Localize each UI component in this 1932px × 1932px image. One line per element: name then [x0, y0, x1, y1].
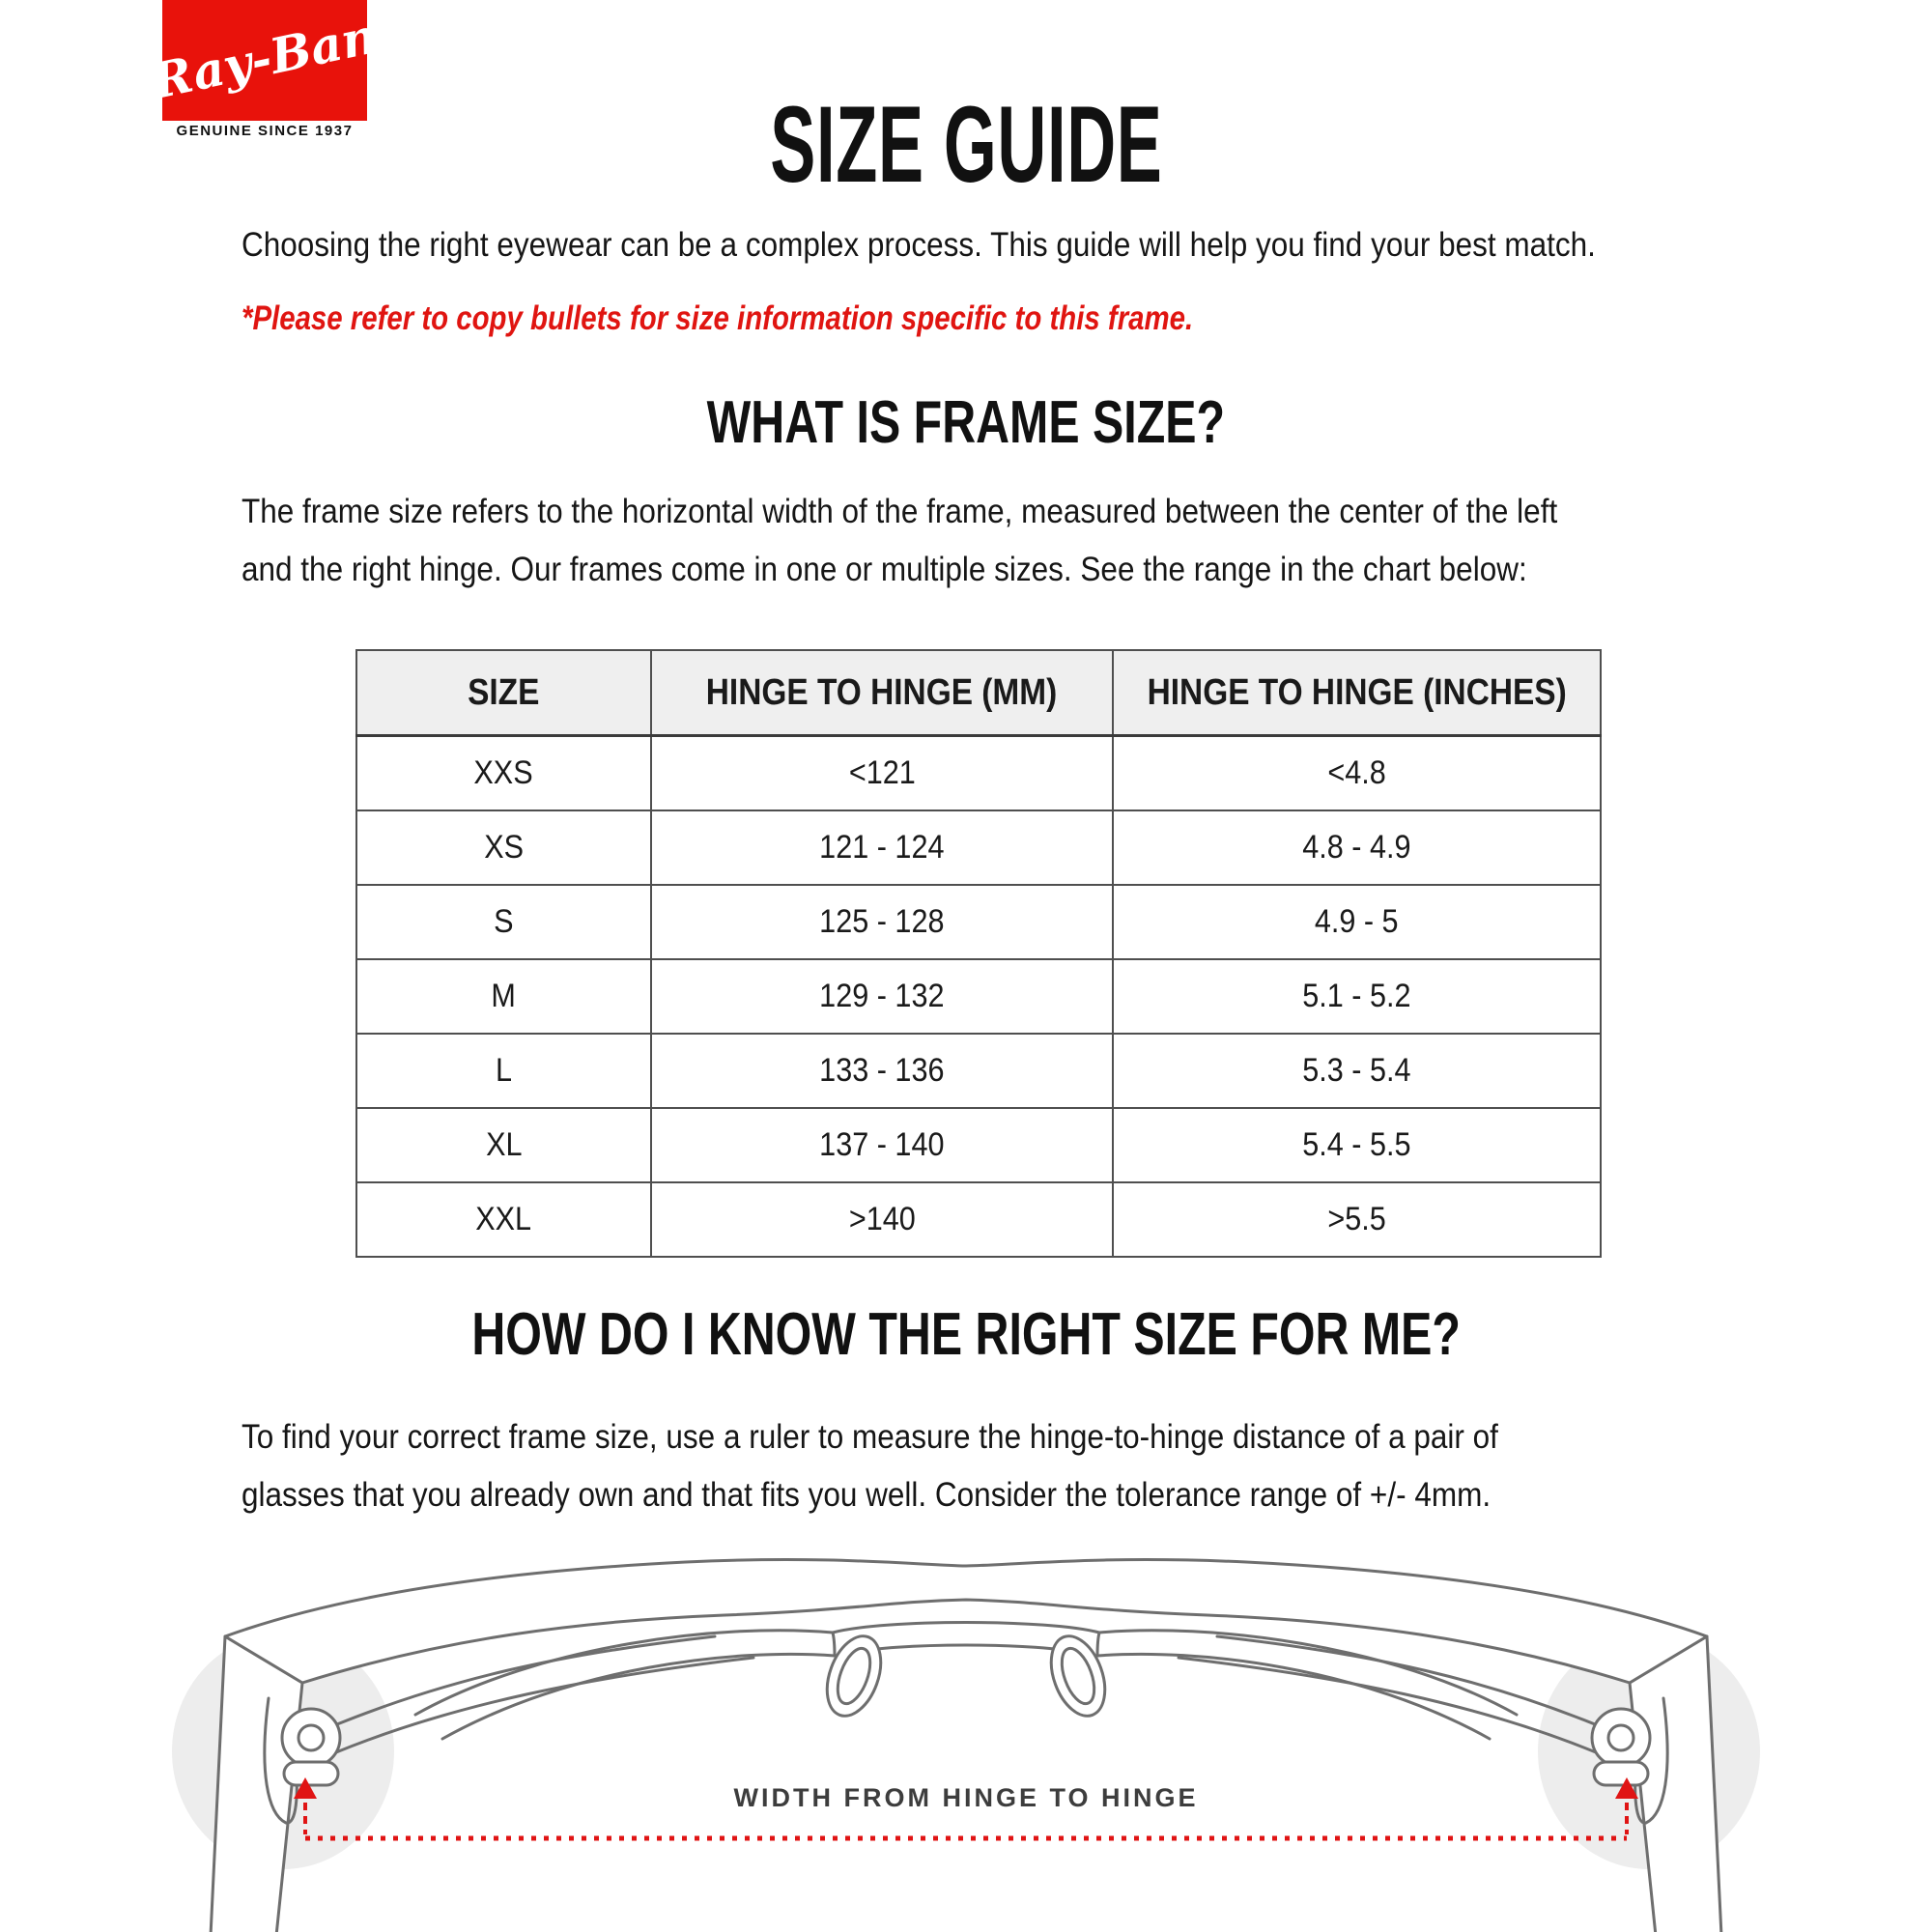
right-nose-pad: [1041, 1629, 1115, 1723]
col-header-inches: HINGE TO HINGE (INCHES): [1113, 650, 1601, 736]
table-row: L 133 - 136 5.3 - 5.4: [356, 1034, 1601, 1108]
col-header-mm: HINGE TO HINGE (MM): [651, 650, 1113, 736]
measure-label: WIDTH FROM HINGE TO HINGE: [733, 1783, 1199, 1812]
page-title: SIZE GUIDE: [769, 84, 1163, 205]
table-row: XS 121 - 124 4.8 - 4.9: [356, 810, 1601, 885]
table-row: XL 137 - 140 5.4 - 5.5: [356, 1108, 1601, 1182]
right-size-heading: HOW DO I KNOW THE RIGHT SIZE FOR ME?: [471, 1301, 1461, 1368]
glasses-illustration: [0, 1546, 1932, 1932]
frame-size-heading: WHAT IS FRAME SIZE?: [706, 389, 1226, 456]
table-row: S 125 - 128 4.9 - 5: [356, 885, 1601, 959]
frame-size-body: The frame size refers to the horizontal width of the frame, measured between the center of the left and the right hinge. Our frames come in one or multiple sizes. See the range in the chart below:: [242, 493, 1558, 588]
col-header-size: SIZE: [356, 650, 651, 736]
frame-note: *Please refer to copy bullets for size information specific to this frame.: [242, 299, 1194, 337]
left-nose-pad: [817, 1629, 891, 1723]
intro-text: Choosing the right eyewear can be a complex process. This guide will help you find your best match.: [242, 226, 1596, 264]
table-row: XXL >140 >5.5: [356, 1182, 1601, 1257]
right-size-body: To find your correct frame size, use a ruler to measure the hinge-to-hinge distance of a pair of glasses that you already own and that fits you well. Consider the tolerance range of +/- 4mm.: [242, 1418, 1498, 1514]
size-table: [355, 649, 1602, 1258]
table-row: XXS <121 <4.8: [356, 736, 1601, 811]
rayban-logo-tagline: GENUINE SINCE 1937: [176, 123, 354, 139]
bridge: [833, 1623, 1099, 1634]
size-table-header-row: [356, 650, 1601, 736]
table-row: M 129 - 132 5.1 - 5.2: [356, 959, 1601, 1034]
rayban-logo-script: Ray-Ban: [147, 7, 383, 110]
